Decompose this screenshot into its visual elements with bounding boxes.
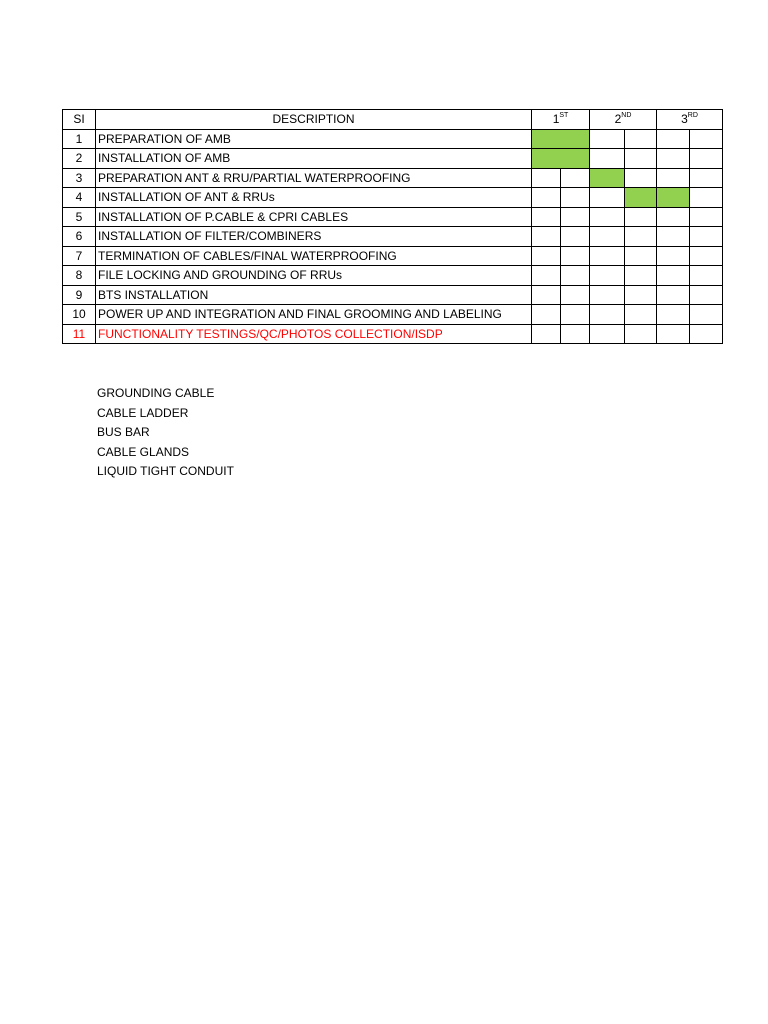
table-header-row xyxy=(63,110,723,130)
material-item: BUS BAR xyxy=(97,425,150,439)
material-item: LIQUID TIGHT CONDUIT xyxy=(97,464,234,478)
schedule-cell xyxy=(657,305,690,325)
schedule-cell xyxy=(532,168,561,188)
schedule-table xyxy=(62,109,723,344)
row-description: BTS INSTALLATION xyxy=(96,285,532,305)
schedule-cell xyxy=(657,149,690,169)
row-description: INSTALLATION OF FILTER/COMBINERS xyxy=(96,227,532,247)
schedule-cell xyxy=(561,227,590,247)
schedule-cell xyxy=(625,227,657,247)
schedule-cell xyxy=(690,246,723,266)
schedule-cell xyxy=(561,324,590,344)
schedule-cell xyxy=(690,266,723,286)
schedule-cell xyxy=(625,305,657,325)
row-si: 3 xyxy=(63,168,96,188)
row-description: INSTALLATION OF ANT & RRUs xyxy=(96,188,532,208)
row-si: 1 xyxy=(63,129,96,149)
row-si: 6 xyxy=(63,227,96,247)
schedule-cell xyxy=(532,188,561,208)
schedule-cell xyxy=(590,149,625,169)
materials-list xyxy=(97,384,234,482)
schedule-cell xyxy=(690,324,723,344)
header-description: DESCRIPTION xyxy=(96,110,532,130)
schedule-cell xyxy=(590,188,625,208)
schedule-cell xyxy=(690,227,723,247)
schedule-cell xyxy=(532,149,561,169)
row-description: TERMINATION OF CABLES/FINAL WATERPROOFING xyxy=(96,246,532,266)
row-si: 8 xyxy=(63,266,96,286)
row-si: 4 xyxy=(63,188,96,208)
material-item: GROUNDING CABLE xyxy=(97,386,215,400)
table-row xyxy=(63,266,723,286)
schedule-cell xyxy=(625,188,657,208)
schedule-cell xyxy=(590,266,625,286)
schedule-cell xyxy=(657,168,690,188)
schedule-cell xyxy=(532,207,561,227)
schedule-cell xyxy=(625,324,657,344)
row-si: 2 xyxy=(63,149,96,169)
schedule-cell xyxy=(590,246,625,266)
schedule-cell xyxy=(690,149,723,169)
schedule-cell xyxy=(561,129,590,149)
schedule-cell xyxy=(590,305,625,325)
schedule-cell xyxy=(657,246,690,266)
header-si: SI xyxy=(63,110,96,130)
schedule-cell xyxy=(532,227,561,247)
schedule-cell xyxy=(690,168,723,188)
table-row xyxy=(63,285,723,305)
schedule-cell xyxy=(561,149,590,169)
table-row xyxy=(63,246,723,266)
row-description: PREPARATION ANT & RRU/PARTIAL WATERPROOFING xyxy=(96,168,532,188)
row-description: PREPARATION OF AMB xyxy=(96,129,532,149)
schedule-cell xyxy=(561,266,590,286)
schedule-sheet xyxy=(62,109,698,344)
schedule-cell xyxy=(532,266,561,286)
schedule-cell xyxy=(657,129,690,149)
schedule-cell xyxy=(690,188,723,208)
table-row xyxy=(63,149,723,169)
schedule-cell xyxy=(590,129,625,149)
schedule-cell xyxy=(625,168,657,188)
table-row xyxy=(63,305,723,325)
row-si: 11 xyxy=(63,324,96,344)
schedule-cell xyxy=(532,305,561,325)
row-description: FILE LOCKING AND GROUNDING OF RRUs xyxy=(96,266,532,286)
schedule-cell xyxy=(590,207,625,227)
schedule-cell xyxy=(625,285,657,305)
schedule-cell xyxy=(690,207,723,227)
table-row xyxy=(63,227,723,247)
row-description: INSTALLATION OF P.CABLE & CPRI CABLES xyxy=(96,207,532,227)
schedule-cell xyxy=(657,285,690,305)
schedule-cell xyxy=(561,188,590,208)
header-week-3: 3RD xyxy=(657,110,723,130)
schedule-cell xyxy=(657,324,690,344)
schedule-cell xyxy=(590,285,625,305)
schedule-cell xyxy=(690,129,723,149)
row-description: POWER UP AND INTEGRATION AND FINAL GROOMING AND LABELING xyxy=(96,305,532,325)
row-description: INSTALLATION OF AMB xyxy=(96,149,532,169)
schedule-cell xyxy=(657,207,690,227)
row-description: FUNCTIONALITY TESTINGS/QC/PHOTOS COLLECTION/ISDP xyxy=(96,324,532,344)
schedule-cell xyxy=(657,188,690,208)
header-week-2: 2ND xyxy=(590,110,657,130)
row-si: 10 xyxy=(63,305,96,325)
schedule-cell xyxy=(561,305,590,325)
schedule-cell xyxy=(561,285,590,305)
schedule-cell xyxy=(532,246,561,266)
table-row xyxy=(63,324,723,344)
schedule-cell xyxy=(590,324,625,344)
schedule-cell xyxy=(561,207,590,227)
schedule-cell xyxy=(561,246,590,266)
schedule-cell xyxy=(561,168,590,188)
row-si: 7 xyxy=(63,246,96,266)
table-row xyxy=(63,207,723,227)
schedule-cell xyxy=(590,227,625,247)
schedule-cell xyxy=(625,266,657,286)
material-item: CABLE LADDER xyxy=(97,405,189,420)
row-si: 9 xyxy=(63,285,96,305)
header-week-1: 1ST xyxy=(532,110,590,130)
schedule-cell xyxy=(532,285,561,305)
schedule-cell xyxy=(532,129,561,149)
schedule-cell xyxy=(590,168,625,188)
table-row xyxy=(63,168,723,188)
schedule-cell xyxy=(625,246,657,266)
schedule-cell xyxy=(690,285,723,305)
table-row xyxy=(63,188,723,208)
schedule-cell xyxy=(657,266,690,286)
schedule-cell xyxy=(625,207,657,227)
schedule-cell xyxy=(657,227,690,247)
material-item: CABLE GLANDS xyxy=(97,444,190,459)
table-row xyxy=(63,129,723,149)
schedule-cell xyxy=(625,129,657,149)
row-si: 5 xyxy=(63,207,96,227)
schedule-cell xyxy=(532,324,561,344)
schedule-cell xyxy=(690,305,723,325)
schedule-cell xyxy=(625,149,657,169)
